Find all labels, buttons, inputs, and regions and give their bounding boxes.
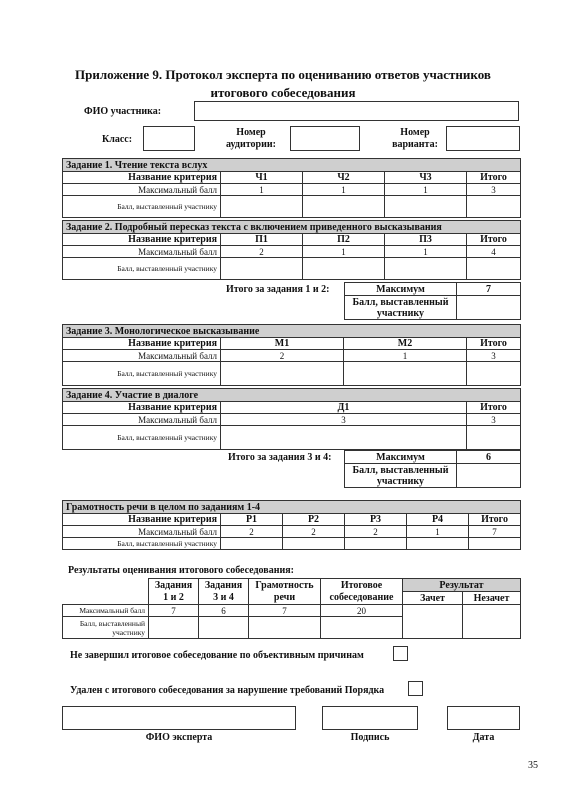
results-col-literacy <box>249 579 321 605</box>
score-cell[interactable] <box>385 196 467 218</box>
criterion-ch2: Ч2 <box>303 172 385 184</box>
score-cell[interactable] <box>249 617 321 639</box>
max-d1: 3 <box>221 414 467 426</box>
room-label-line-2: аудитории: <box>226 139 276 150</box>
results-col-final-line-1: Итоговое <box>340 579 383 591</box>
variant-field[interactable] <box>446 126 520 151</box>
total-label: Итого <box>467 234 521 246</box>
results-max-tasks12: 7 <box>149 605 199 617</box>
score-cell[interactable] <box>407 538 469 550</box>
title-line-2: итогового собеседования <box>210 85 356 100</box>
results-fail-cell[interactable] <box>463 605 521 639</box>
variant-label-line-2: варианта: <box>392 139 438 150</box>
max-total: 3 <box>467 414 521 426</box>
score-cell[interactable] <box>467 196 521 218</box>
task4-title: Задание 4. Участие в диалоге <box>63 389 521 402</box>
score-cell[interactable] <box>303 258 385 280</box>
results-col-result: Результат <box>403 579 521 592</box>
results-col-tasks12-line-1: Задания <box>154 579 193 591</box>
results-given-label <box>63 617 149 639</box>
total-label: Итого <box>469 514 521 526</box>
summary12-given-line-1: Балл, выставленный <box>352 296 449 308</box>
results-col-final-line-2: собеседование <box>329 591 394 603</box>
removed-label: Удален с итогового собеседования за нарушение требований Порядка <box>70 685 385 696</box>
criterion-d1: Д1 <box>221 402 467 414</box>
results-col-tasks34-line-1: Задания <box>204 579 243 591</box>
max-p3: 1 <box>385 246 467 258</box>
max-total: 3 <box>467 184 521 196</box>
total-label: Итого <box>467 338 521 350</box>
date-label: Дата <box>472 732 495 743</box>
score-cell[interactable] <box>149 617 199 639</box>
title-line-1: Приложение 9. Протокол эксперта по оцениванию ответов участников <box>75 67 491 82</box>
date-field[interactable] <box>447 706 520 730</box>
results-given-line-1: Балл, выставленный <box>79 618 145 628</box>
criterion-r3: Р3 <box>345 514 407 526</box>
max-score-label: Максимальный балл <box>63 350 221 362</box>
results-max-label: Максимальный балл <box>63 605 149 617</box>
score-cell[interactable] <box>321 617 403 639</box>
summary34-table <box>344 450 521 488</box>
results-col-tasks12-line-2: 1 и 2 <box>163 591 184 603</box>
results-title: Результаты оценивания итогового собеседования: <box>68 565 294 576</box>
criterion-m2: М2 <box>344 338 467 350</box>
task1-table <box>62 158 521 218</box>
score-cell[interactable] <box>221 362 344 386</box>
summary34-score-cell[interactable] <box>457 464 521 488</box>
criterion-name-label: Название критерия <box>63 172 221 184</box>
results-max-final: 20 <box>321 605 403 617</box>
max-r4: 1 <box>407 526 469 538</box>
max-score-label: Максимальный балл <box>63 184 221 196</box>
criterion-r1: Р1 <box>221 514 283 526</box>
room-field[interactable] <box>290 126 360 151</box>
results-given-line-2: участнику <box>112 627 145 637</box>
task3-title: Задание 3. Монологическое высказывание <box>63 325 521 338</box>
score-cell[interactable] <box>469 538 521 550</box>
max-p1: 2 <box>221 246 303 258</box>
class-field[interactable] <box>143 126 195 151</box>
results-col-tasks34 <box>199 579 249 605</box>
criterion-name-label: Название критерия <box>63 338 221 350</box>
summary12-score-cell[interactable] <box>457 296 521 320</box>
summary12-max-label: Максимум <box>345 283 457 296</box>
results-corner <box>63 579 149 605</box>
signature-field[interactable] <box>322 706 418 730</box>
max-ch1: 1 <box>221 184 303 196</box>
summary34-max-label: Максимум <box>345 451 457 464</box>
score-cell[interactable] <box>199 617 249 639</box>
score-cell[interactable] <box>467 258 521 280</box>
results-pass-cell[interactable] <box>403 605 463 639</box>
signature-label: Подпись <box>350 732 390 743</box>
criterion-ch3: Ч3 <box>385 172 467 184</box>
results-col-literacy-line-2: речи <box>273 591 296 603</box>
criterion-name-label: Название критерия <box>63 402 221 414</box>
score-cell[interactable] <box>283 538 345 550</box>
summary12-given-line-2: участнику <box>376 307 425 319</box>
score-cell[interactable] <box>221 196 303 218</box>
max-r3: 2 <box>345 526 407 538</box>
max-m2: 1 <box>344 350 467 362</box>
task3-table <box>62 324 521 386</box>
score-cell[interactable] <box>385 258 467 280</box>
score-cell[interactable] <box>221 538 283 550</box>
removed-checkbox[interactable] <box>408 681 423 696</box>
not-completed-label: Не завершил итоговое собеседование по объективным причинам <box>70 650 364 661</box>
given-score-label: Балл, выставленный участнику <box>63 196 221 218</box>
criterion-p3: П3 <box>385 234 467 246</box>
max-r1: 2 <box>221 526 283 538</box>
expert-name-label: ФИО эксперта <box>145 732 213 743</box>
summary12-max-value: 7 <box>457 283 521 296</box>
not-completed-checkbox[interactable] <box>393 646 408 661</box>
summary34-label: Итого за задания 3 и 4: <box>228 452 332 463</box>
variant-label-line-1: Номер <box>400 127 430 138</box>
given-score-label: Балл, выставленный участнику <box>63 426 221 450</box>
class-label: Класс: <box>102 134 133 145</box>
summary12-table <box>344 282 521 320</box>
results-col-fail: Незачет <box>463 592 521 605</box>
score-cell[interactable] <box>467 362 521 386</box>
expert-name-field[interactable] <box>62 706 296 730</box>
total-label: Итого <box>467 172 521 184</box>
summary34-max-value: 6 <box>457 451 521 464</box>
results-col-final <box>321 579 403 605</box>
results-col-tasks12 <box>149 579 199 605</box>
score-cell[interactable] <box>303 196 385 218</box>
max-score-label: Максимальный балл <box>63 414 221 426</box>
max-score-label: Максимальный балл <box>63 526 221 538</box>
score-cell[interactable] <box>467 426 521 450</box>
total-label: Итого <box>467 402 521 414</box>
max-score-label: Максимальный балл <box>63 246 221 258</box>
criterion-r4: Р4 <box>407 514 469 526</box>
task2-title: Задание 2. Подробный пересказ текста с включением приведенного высказывания <box>63 221 521 234</box>
results-col-pass: Зачет <box>403 592 463 605</box>
results-max-literacy: 7 <box>249 605 321 617</box>
task1-title: Задание 1. Чтение текста вслух <box>63 159 521 172</box>
max-total: 4 <box>467 246 521 258</box>
summary12-given-label <box>345 296 457 320</box>
criterion-p1: П1 <box>221 234 303 246</box>
given-score-label: Балл, выставленный участнику <box>63 362 221 386</box>
criterion-m1: М1 <box>221 338 344 350</box>
criterion-name-label: Название критерия <box>63 514 221 526</box>
results-max-tasks34: 6 <box>199 605 249 617</box>
literacy-title: Грамотность речи в целом по заданиям 1-4 <box>63 501 521 514</box>
room-label <box>216 127 286 151</box>
fio-label: ФИО участника: <box>84 106 162 117</box>
results-col-tasks34-line-2: 3 и 4 <box>213 591 234 603</box>
given-score-label: Балл, выставленный участнику <box>63 258 221 280</box>
results-col-literacy-line-1: Грамотность <box>255 579 314 591</box>
max-p2: 1 <box>303 246 385 258</box>
variant-label <box>380 127 450 151</box>
max-ch3: 1 <box>385 184 467 196</box>
max-total: 3 <box>467 350 521 362</box>
criterion-r2: Р2 <box>283 514 345 526</box>
summary12-label: Итого за задания 1 и 2: <box>226 284 330 295</box>
max-m1: 2 <box>221 350 344 362</box>
max-r2: 2 <box>283 526 345 538</box>
summary34-given-line-2: участнику <box>376 475 425 487</box>
task4-table <box>62 388 521 450</box>
score-cell[interactable] <box>344 362 467 386</box>
score-cell[interactable] <box>345 538 407 550</box>
score-cell[interactable] <box>221 426 467 450</box>
document-title <box>40 66 526 102</box>
results-table <box>62 578 521 639</box>
score-cell[interactable] <box>221 258 303 280</box>
criterion-p2: П2 <box>303 234 385 246</box>
fio-field[interactable] <box>194 101 519 121</box>
criterion-name-label: Название критерия <box>63 234 221 246</box>
given-score-label: Балл, выставленный участнику <box>63 538 221 550</box>
task2-table <box>62 220 521 280</box>
max-total: 7 <box>469 526 521 538</box>
criterion-ch1: Ч1 <box>221 172 303 184</box>
max-ch2: 1 <box>303 184 385 196</box>
room-label-line-1: Номер <box>236 127 266 138</box>
literacy-table <box>62 500 521 550</box>
page-number: 35 <box>528 760 538 771</box>
summary34-given-line-1: Балл, выставленный <box>352 464 449 476</box>
summary34-given-label <box>345 464 457 488</box>
